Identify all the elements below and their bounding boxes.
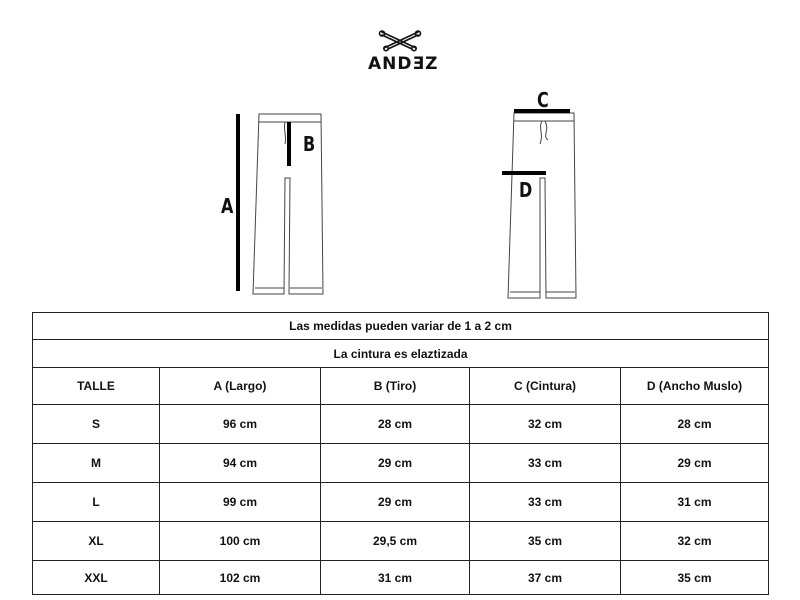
cell-largo: 99 cm <box>160 483 321 522</box>
cell-talle: S <box>33 405 160 444</box>
back-pants-outline <box>498 88 588 303</box>
brand-logo <box>368 28 439 76</box>
cell-cintura: 32 cm <box>470 405 621 444</box>
table-row <box>33 405 769 444</box>
table-note-row <box>33 313 769 340</box>
cell-ancho-muslo: 31 cm <box>621 483 769 522</box>
front-pants-diagram <box>215 108 335 298</box>
cell-tiro: 28 cm <box>321 405 470 444</box>
header-b-tiro: B (Tiro) <box>321 368 470 405</box>
header-c-cintura: C (Cintura) <box>470 368 621 405</box>
header-d-ancho-muslo: D (Ancho Muslo) <box>621 368 769 405</box>
cell-cintura: 37 cm <box>470 561 621 595</box>
cell-talle: XL <box>33 522 160 561</box>
cell-largo: 96 cm <box>160 405 321 444</box>
cell-tiro: 29 cm <box>321 444 470 483</box>
waist-note: La cintura es elaztizada <box>33 340 769 368</box>
cell-talle: XXL <box>33 561 160 595</box>
cell-ancho-muslo: 32 cm <box>621 522 769 561</box>
measurement-note: Las medidas pueden variar de 1 a 2 cm <box>33 313 769 340</box>
cell-cintura: 35 cm <box>470 522 621 561</box>
table-row <box>33 483 769 522</box>
header-talle: TALLE <box>33 368 160 405</box>
cell-talle: L <box>33 483 160 522</box>
cell-ancho-muslo: 29 cm <box>621 444 769 483</box>
cell-talle: M <box>33 444 160 483</box>
crossed-safety-pins-icon <box>378 28 422 52</box>
label-a: A <box>221 194 234 218</box>
cell-cintura: 33 cm <box>470 444 621 483</box>
header-a-largo: A (Largo) <box>160 368 321 405</box>
cell-cintura: 33 cm <box>470 483 621 522</box>
table-header-row <box>33 368 769 405</box>
cell-tiro: 29,5 cm <box>321 522 470 561</box>
cell-tiro: 29 cm <box>321 483 470 522</box>
cell-tiro: 31 cm <box>321 561 470 595</box>
size-table <box>32 312 769 595</box>
label-b: B <box>303 132 316 156</box>
table-subnote-row <box>33 340 769 368</box>
back-pants-diagram <box>498 88 588 303</box>
table-row <box>33 444 769 483</box>
cell-largo: 94 cm <box>160 444 321 483</box>
cell-ancho-muslo: 35 cm <box>621 561 769 595</box>
table-row <box>33 522 769 561</box>
brand-name: ANDƎZ <box>368 54 439 74</box>
label-d: D <box>519 178 533 202</box>
cell-ancho-muslo: 28 cm <box>621 405 769 444</box>
cell-largo: 102 cm <box>160 561 321 595</box>
table-row <box>33 561 769 595</box>
label-c: C <box>537 88 549 112</box>
cell-largo: 100 cm <box>160 522 321 561</box>
